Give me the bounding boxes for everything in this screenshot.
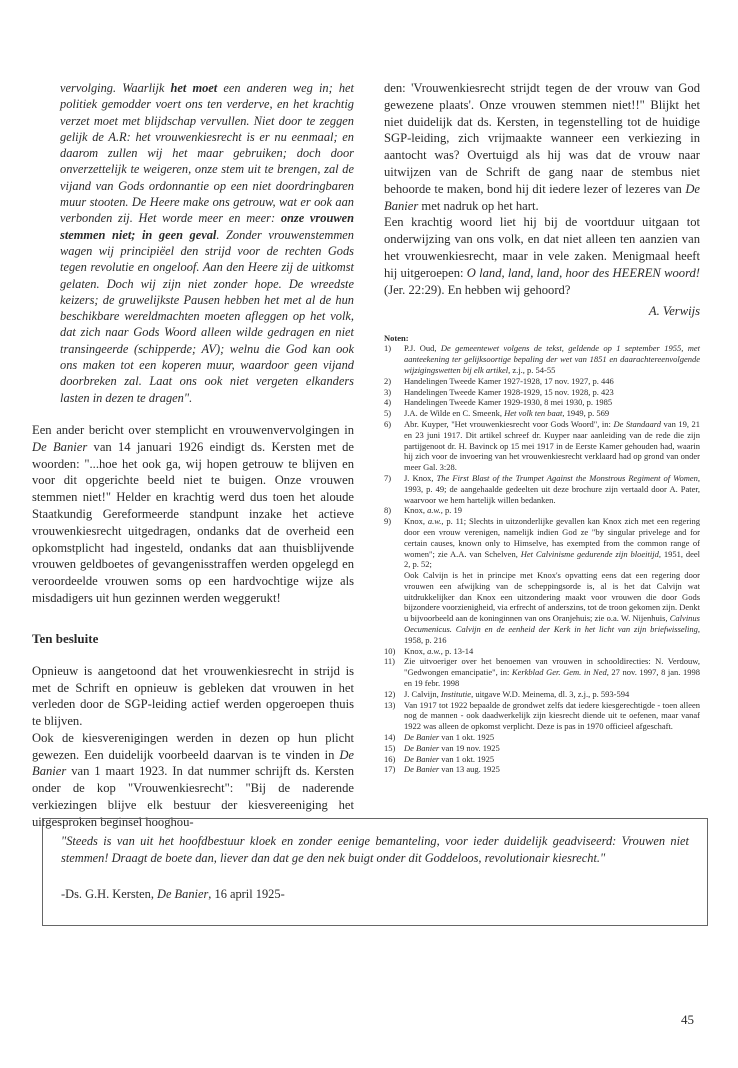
- note-number: 1): [384, 343, 392, 354]
- note-text: De Banier van 13 aug. 1925: [404, 764, 500, 775]
- note-text: De Banier van 19 nov. 1925: [404, 742, 500, 753]
- note-item: [384, 408, 700, 419]
- note-item: [384, 387, 700, 398]
- note-number: 16): [384, 753, 396, 764]
- note-text: Handelingen Tweede Kamer 1927-1928, 17 nov. 1927, p. 446: [404, 375, 614, 386]
- note-item: [384, 343, 700, 375]
- right-column: [384, 80, 700, 775]
- note-number: 2): [384, 375, 392, 386]
- body-paragraph-kiesverenigingen: Ook de kiesverenigingen werden in dezen op hun plicht gewezen. Een duidelijk voorbeeld daarvan is te vinden in De Banier van 1 maart 1923. In dat nummer schrijft ds. Kersten onder de kop "Vrouwenkiesrecht": "Bij de naderende verkiezingen blijve elk bestuur der kiesvereeniging het uitgesproken beginsel hooghou-: [32, 730, 354, 829]
- note-number: 8): [384, 505, 392, 516]
- note-text: Handelingen Tweede Kamer 1928-1929, 15 nov. 1928, p. 423: [404, 386, 614, 397]
- note-text: J. Knox, The First Blast of the Trumpet Against the Monstrous Regiment of Women, 1993, p. 49; de aangehaalde gedeelten uit deze brochure zijn vertaald door A. Pater, waarvoor we hem hartelijk willen bedanken.: [404, 472, 701, 505]
- note-number: 10): [384, 645, 396, 656]
- note-item: [384, 656, 700, 688]
- note-number: 14): [384, 732, 396, 743]
- note-item: [384, 376, 700, 387]
- note-item: [384, 646, 700, 657]
- body-paragraph-continuation: den: 'Vrouwenkiesrecht strijdt tegen de der vrouw van God gewezene plaats'. Onze vrouwen stemmen niet!!" Blijkt het niet duidelijk dat ds. Kersten, in tegenstelling tot de huidige SGP-leiding, zich vrijmaakte wanneer een verkiezing in aantocht was? Overtuigd als hij was dat de vrouw naar uitwijzen van de Schrift de gang naar de stembus niet behoorde te maken, bond hij dit iedere lezer of lezeres van De Banier met nadruk op het hart.: [384, 81, 700, 213]
- note-text: J. Calvijn, Institutie, uitgave W.D. Meinema, dl. 3, z.j., p. 593-594: [404, 688, 630, 699]
- note-item: [384, 700, 700, 732]
- body-paragraph-conclusion: Opnieuw is aangetoond dat het vrouwenkiesrecht in strijd is met de Schrift en opnieuw is gebleken dat vrouwen in het verleden door de SGP-leiding actief werden opgeroepen thuis te blijven.: [32, 663, 354, 729]
- note-item: [384, 505, 700, 516]
- note-number: 9): [384, 516, 392, 527]
- note-text: Knox, a.w., p. 19: [404, 505, 462, 516]
- note-item: [384, 419, 700, 473]
- note-item: [384, 754, 700, 765]
- note-text: Handelingen Tweede Kamer 1929-1930, 8 mei 1930, p. 1985: [404, 397, 613, 408]
- boxed-quote: [42, 818, 708, 926]
- section-heading: Ten besluite: [32, 630, 99, 646]
- note-item: [384, 764, 700, 775]
- quote-paragraph: vervolging. Waarlijk het moet een anderen weg in; het politiek gemodder voert ons ten verderve, en het krachtig verzet moet met blijdschap vervullen. Niet door te zeggen gelijk de A.R: het vrouwenkiesrecht is er nu eenmaal; en daarom zullen wij het maar gebruiken; doch door onverzettelijk te weigeren, onze stem uit te brengen, zal de vijand van Gods ordonnantie op een niet doordringbaren muur stooten. De Heere make ons getrouw, wat er ook aan verbonden zij. Het worde meer en meer: onze vrouwen stemmen niet; in geen geval. Zonder vrouwenstemmen wagen wij principiëel den strijd voor de rechten Gods tegen revolutie en ongeloof. Aan den Heere zij de uitkomst gelaten. Doch wij zijn niet zonder hope. De wreedste keizers; de gruwelijkste Pausen hebben het met al de hun beschikbare wereldmachten moeten afleggen op het volk, dat zich naar Gods Woord alleen wilde gedragen en niet transingeerde (schipperde; AV); welnu die God kan ook ons maken tot een koperen muur, waardoor geen vijand doorbreken zal. Laat ons ook niet vergeten elkanders lasten in dezen te dragen".: [60, 81, 354, 405]
- note-number: 13): [384, 699, 396, 710]
- note-number: 3): [384, 386, 392, 397]
- note-item: [384, 473, 700, 505]
- note-number: 11): [384, 656, 396, 667]
- page-number: 45: [681, 1012, 694, 1027]
- note-text: Van 1917 tot 1922 bepaalde de grondwet zelfs dat iedere kiesgerechtigde - toen alleen nog de mannen - ook daadwerkelijk zijn kiesrecht diende uit te oefenen, maar vanaf 1922 was alleen de opkomst verplicht. Deze is pas in 1970 officieel afgeschaft.: [404, 699, 700, 732]
- note-item: [384, 732, 700, 743]
- note-text: De Banier van 1 okt. 1925: [404, 732, 495, 743]
- note-number: 7): [384, 472, 392, 483]
- note-text: Abr. Kuyper, "Het vrouwenkiesrecht voor Gods Woord", in: De Standaard van 19, 21 en 23 juni 1917. Dit artikel schreef dr. Kuyper naar aanleiding van de rede die zijn partijgenoot dr. H. Bavinck op 15 mei 1917 in de Eerste Kamer gehouden had, waarin hij zich voor de invoering van het vrouwenkiesrecht verklaard had op grond van onder meer Gal. 3:28.: [404, 418, 701, 473]
- note-text: Knox, a.w., p. 11; Slechts in uitzonderlijke gevallen kan Knox zich met een regering door een vrouw verenigen, namelijk indien God ze "by singular privelege and for certain causes, known only to Himselve, has exempted from the common range of women"; zie A.A. van Schelven, Het Calvinisme gedurende zijn bloeitijd, 1951, deel 2, p. 52; Ook Calvijn is het in principe met Knox's opvatting eens dat een regering door vrouwen een afwijking van de scheppingsorde is, al is het dat Calvijn wat uitdrukkelijker dan Knox een uitzondering maakt voor vrouwen die door Gods bijzondere voorzienigheid, via erfrecht of anderszins, tot de troon gekomen zijn. Denkt u bijvoorbeeld aan de koninginnen van ons Oranjehuis; zie o.a. W. Nijenhuis, Calvinus Oecumenicus. Calvijn en de eenheid der Kerk in het licht van zijn briefwisseling, 1958, p. 216: [404, 516, 701, 645]
- note-item: [384, 397, 700, 408]
- body-paragraph-krachtig-woord: Een krachtig woord liet hij bij de voortduur uitgaan tot onderwijzing van ons volk, en dat niet alleen ten aanzien van het vrouwenkiesrecht, maar in vele zaken. Menigmaal heeft hij uitgeroepen: O land, land, land, hoor des HEEREN woord! (Jer. 22:29). En hebben wij gehoord?: [384, 215, 700, 297]
- notes-title: Noten:: [384, 333, 409, 344]
- note-text: De Banier van 1 okt. 1925: [404, 753, 495, 764]
- note-text: P.J. Oud, De gemeentewet volgens de tekst, geldende op 1 september 1955, met aanteekening ter gelijksoortige bepaling der wet van 1851 en daarachtereenvolgende wijzigingswetten bij elk artikel, z.j., p. 54-55: [404, 343, 701, 375]
- note-number: 15): [384, 742, 396, 753]
- note-number: 5): [384, 408, 392, 419]
- note-text: Knox, a.w., p. 13-14: [404, 645, 474, 656]
- author-signature: A. Verwijs: [648, 304, 700, 319]
- note-number: 17): [384, 764, 396, 775]
- note-item: [384, 743, 700, 754]
- left-column: [32, 80, 354, 831]
- body-paragraph-stemplicht: Een ander bericht over stemplicht en vrouwenvervolgingen in De Banier van 14 januari 1926 eindigt ds. Kersten met de woorden: "...hoe het ook ga, wij hopen getrouw te blijven en voor dit opgerichte beeld niet te buigen. Onze vrouwen stemmen niet!" Helder en krachtig werd dus toen het aloude Staatkundig Gereformeerde standpunt inzake het actieve vrouwenkiesrecht uitgedragen, ondanks dat de overheid een opkomstplicht had ingesteld, ondanks dat aan thuisblijvende vrouwen geldboetes of gevangenisstraffen werden opgelegd en veroordeelde vrouwen soms op een hardvochtige wijze als misdadigers uit hun gezinnen werden weggerukt!: [32, 422, 354, 605]
- note-number: 6): [384, 418, 392, 429]
- note-item: [384, 516, 700, 646]
- boxed-quote-source: -Ds. G.H. Kersten, De Banier, 16 april 1925-: [61, 887, 285, 902]
- note-item: [384, 689, 700, 700]
- notes-list: [384, 343, 700, 775]
- note-number: 12): [384, 688, 396, 699]
- note-text: J.A. de Wilde en C. Smeenk, Het volk ten baat, 1949, p. 569: [404, 408, 610, 419]
- boxed-quote-text: "Steeds is van uit het hoofdbestuur kloek en zonder eenige bemanteling, voor ieder duidelijk geadviseerd: Vrouwen niet stemmen! Draagt de boete dan, liever dan dat ge den nek buigt onder dit Goddeloos, revolutionair kiesrecht.": [61, 834, 689, 865]
- note-text: Zie uitvoeriger over het benoemen van vrouwen in schooldirecties: N. Verdouw, "Gedwongen emancipatie", in: Kerkblad Ger. Gem. in Ned, 27 nov. 1997, 8 jan. 1998 en 19 febr. 1998: [404, 656, 700, 689]
- note-number: 4): [384, 397, 392, 408]
